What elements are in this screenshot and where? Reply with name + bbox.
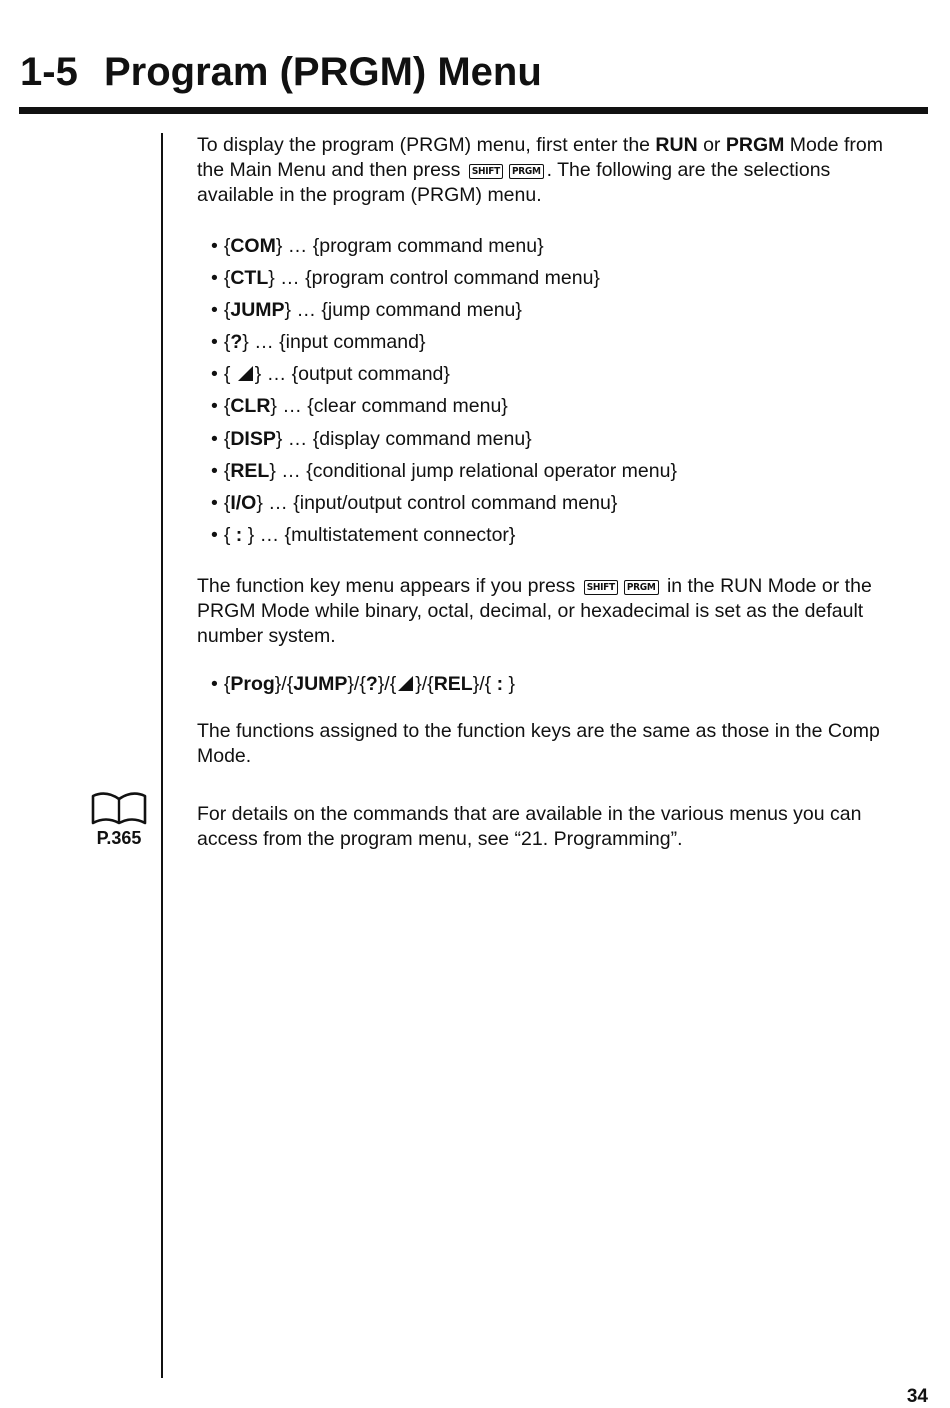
- function-key-menu: [197, 668, 909, 700]
- output-triangle-icon: [238, 366, 253, 381]
- list-item: • {JUMP} … {jump command menu}: [211, 299, 522, 322]
- menu-list: [197, 230, 909, 551]
- book-icon: [88, 790, 150, 826]
- details-paragraph: For details on the commands that are available in the various menus you can access from the program menu, see “21. Programming”.: [197, 803, 862, 851]
- main-content: [197, 132, 909, 852]
- function-key-text: The function key menu appears if you press: [197, 574, 581, 597]
- intro-text: or: [697, 134, 726, 156]
- list-item: • {I/O} … {input/output control command menu}: [211, 491, 618, 514]
- prgm-key: PRGM: [624, 580, 659, 595]
- function-key-text: in the RUN Mode or the PRGM Mode while binary, octal, decimal, or hexadecimal is set as the default number system.: [197, 574, 872, 647]
- prgm-mode-label: PRGM: [725, 134, 785, 156]
- intro-text: . The following are the selections available in the program (PRGM) menu.: [197, 159, 831, 206]
- title-rule: [19, 107, 928, 114]
- intro-text: To display the program (PRGM) menu, first enter the: [197, 134, 656, 156]
- list-item: • { } … {output command}: [211, 363, 450, 386]
- margin-line: [161, 133, 163, 1378]
- section-title: Program (PRGM) Menu: [104, 50, 542, 94]
- output-triangle-icon: [398, 676, 413, 691]
- list-item: • {COM} … {program command menu}: [211, 235, 544, 257]
- function-key-paragraph: [197, 574, 909, 649]
- list-item: • {?} … {input command}: [211, 331, 426, 354]
- page-number: 34: [906, 1386, 928, 1407]
- list-item: • {CLR} … {clear command menu}: [211, 395, 508, 418]
- intro-paragraph: [197, 133, 909, 208]
- section-number: 1-5: [20, 50, 78, 94]
- run-mode-label: RUN: [655, 134, 698, 156]
- prgm-key: PRGM: [509, 164, 544, 179]
- page-title: [20, 48, 542, 96]
- list-item: • {Prog}/{JUMP}/{?}/{ }/{REL}/{ : }: [211, 672, 515, 695]
- shift-key: SHIFT: [584, 580, 618, 595]
- list-item: • {REL} … {conditional jump relational operator menu}: [211, 459, 677, 482]
- list-item: • {DISP} … {display command menu}: [211, 427, 532, 450]
- list-item: • {CTL} … {program control command menu}: [211, 267, 600, 290]
- reference-block: [88, 790, 150, 848]
- intro-text: Mode from the Main Menu and then press: [197, 134, 883, 181]
- list-item: • { : } … {multistatement connector}: [211, 523, 516, 546]
- comp-mode-paragraph: The functions assigned to the function keys are the same as those in the Comp Mode.: [197, 720, 880, 768]
- reference-page[interactable]: P.365: [96, 828, 142, 848]
- shift-key: SHIFT: [469, 164, 503, 179]
